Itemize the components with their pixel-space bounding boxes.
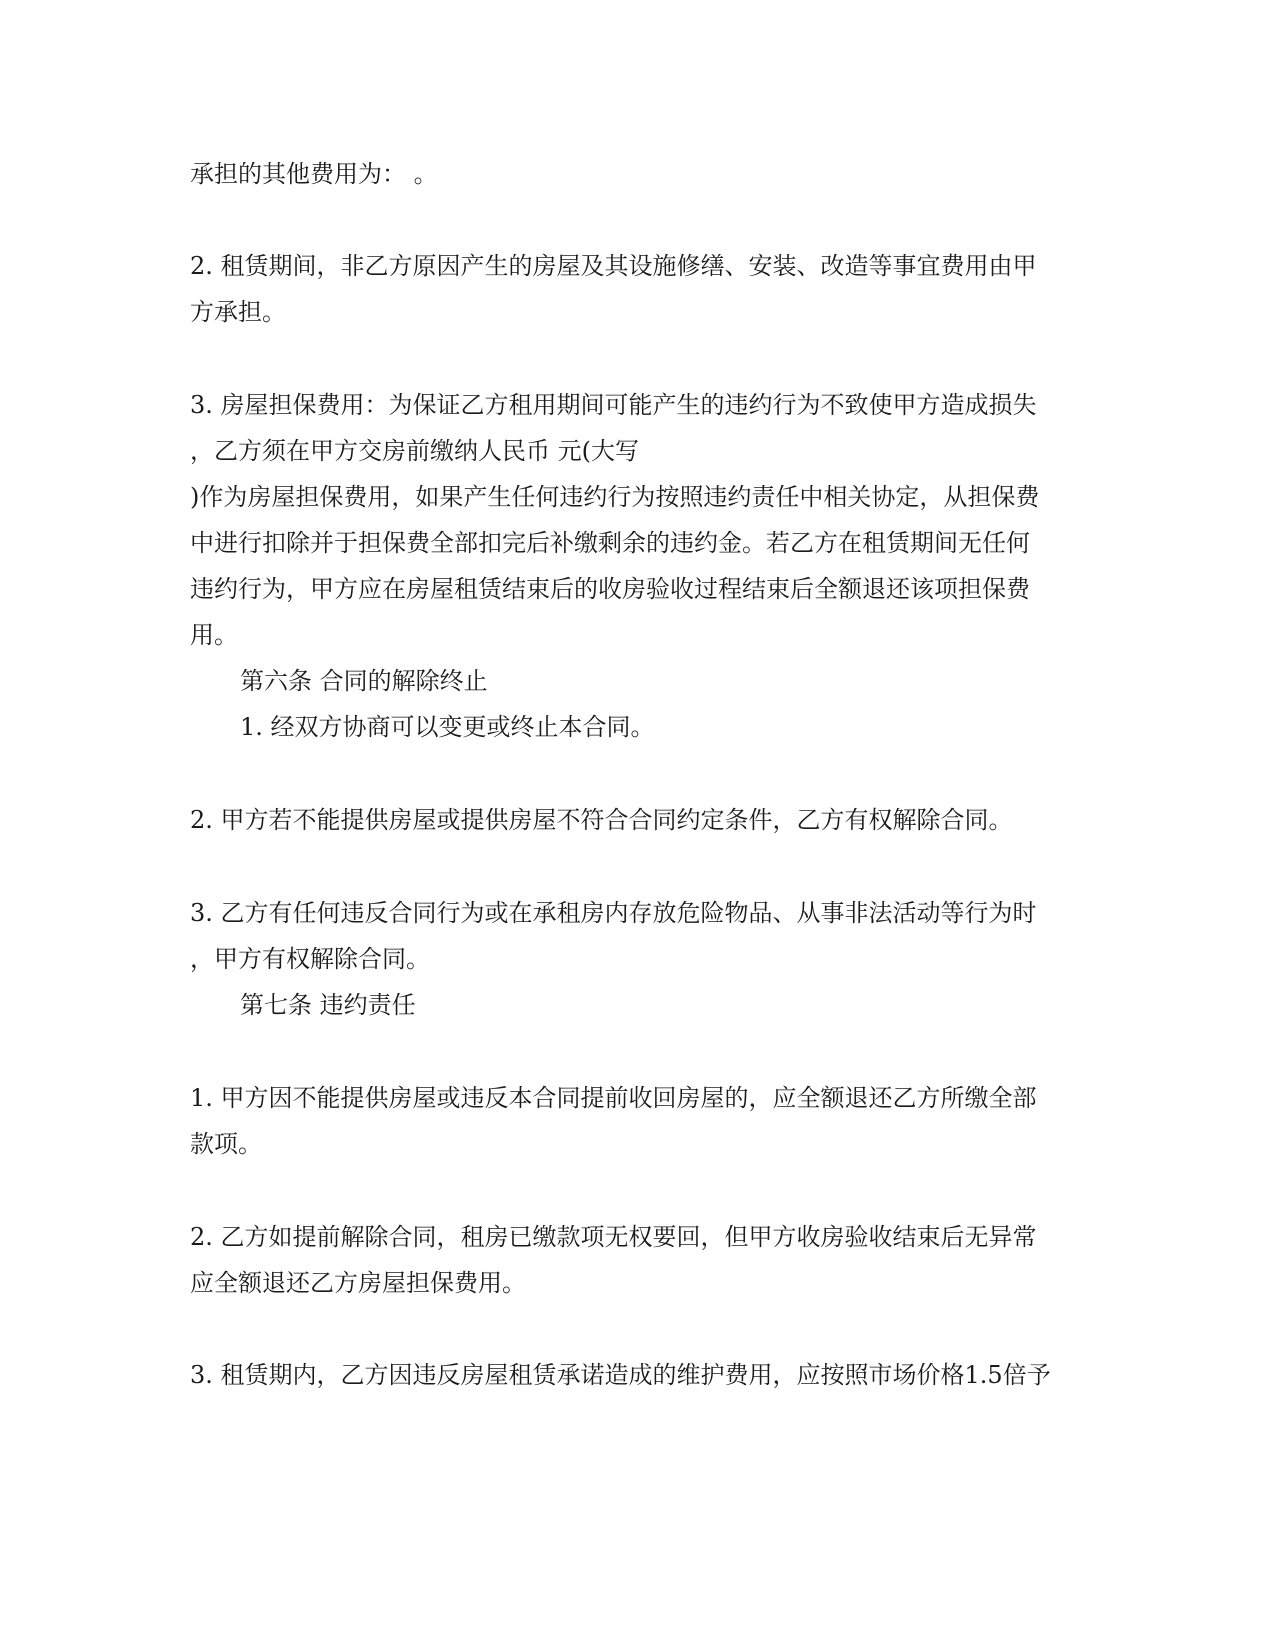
section-heading: 第七条 违约责任 <box>240 991 416 1019</box>
text-line: 2. 甲方若不能提供房屋或提供房屋不符合合同约定条件，乙方有权解除合同。 <box>190 806 1013 834</box>
text-line: 3. 乙方有任何违反合同行为或在承租房内存放危险物品、从事非法活动等行为时 <box>190 899 1037 927</box>
text-line: 中进行扣除并于担保费全部扣完后补缴剩余的违约金。若乙方在租赁期间无任何 <box>190 529 1030 557</box>
text-line: 1. 经双方协商可以变更或终止本合同。 <box>240 713 655 741</box>
text-line: 款项。 <box>190 1130 262 1158</box>
text-line: 方承担。 <box>190 298 286 326</box>
text-line: 承担的其他费用为： 。 <box>190 160 438 188</box>
text-line: )作为房屋担保费用，如果产生任何违约行为按照违约责任中相关协定，从担保费 <box>190 483 1040 511</box>
text-line: 3. 租赁期内，乙方因违反房屋租赁承诺造成的维护费用，应按照市场价格1.5倍予 <box>190 1361 1051 1389</box>
text-line: 应全额退还乙方房屋担保费用。 <box>190 1269 526 1297</box>
text-line: 1. 甲方因不能提供房屋或违反本合同提前收回房屋的，应全额退还乙方所缴全部 <box>190 1084 1037 1112</box>
text-line: ，乙方须在甲方交房前缴纳人民币 元(大写 <box>190 437 639 465</box>
text-line: 3. 房屋担保费用：为保证乙方租用期间可能产生的违约行为不致使甲方造成损失 <box>190 391 1037 419</box>
text-line: 用。 <box>190 621 238 649</box>
section-heading: 第六条 合同的解除终止 <box>240 667 488 695</box>
text-line: 2. 乙方如提前解除合同，租房已缴款项无权要回，但甲方收房验收结束后无异常 <box>190 1223 1037 1251</box>
text-line: 2. 租赁期间，非乙方原因产生的房屋及其设施修缮、安装、改造等事宜费用由甲 <box>190 252 1037 280</box>
text-line: ，甲方有权解除合同。 <box>190 945 430 973</box>
text-line: 违约行为，甲方应在房屋租赁结束后的收房验收过程结束后全额退还该项担保费 <box>190 575 1030 603</box>
